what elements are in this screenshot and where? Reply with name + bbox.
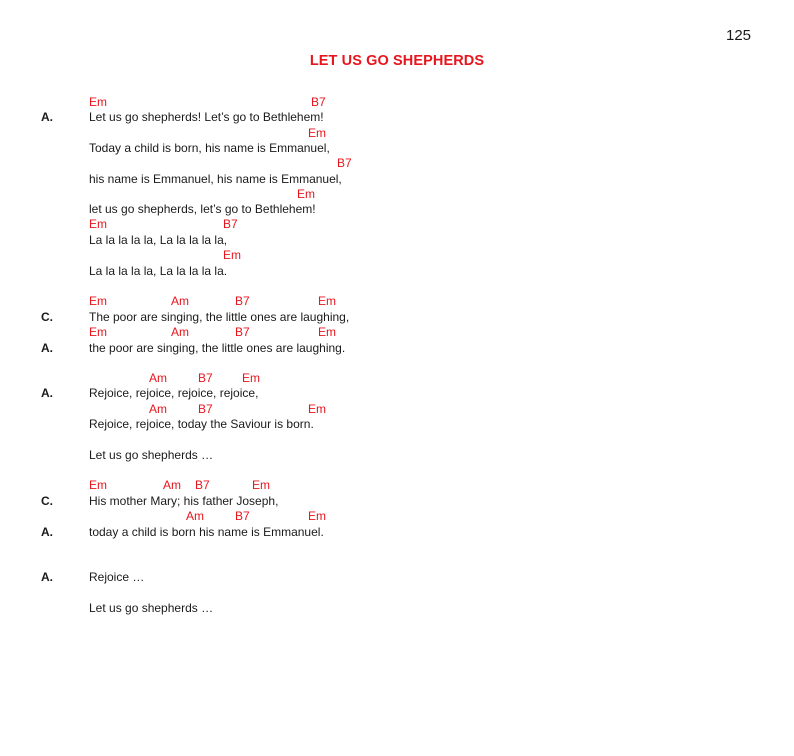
chord: Am — [171, 294, 189, 308]
chord: B7 — [198, 371, 213, 385]
part-label: A. — [41, 570, 53, 584]
part-label: A. — [41, 386, 53, 400]
chord: Em — [89, 325, 107, 339]
chord: B7 — [235, 325, 250, 339]
lyric-text: His mother Mary; his father Joseph, — [89, 494, 279, 508]
lyric-text: Rejoice, rejoice, rejoice, rejoice, — [89, 386, 259, 400]
chord: Em — [252, 478, 270, 492]
chord: Am — [171, 325, 189, 339]
part-label: C. — [41, 310, 53, 324]
chord: Em — [223, 248, 241, 262]
chord: Am — [186, 509, 204, 523]
chord: Em — [308, 402, 326, 416]
part-label: A. — [41, 110, 53, 124]
chord: Em — [242, 371, 260, 385]
chord: Em — [297, 187, 315, 201]
lyric-text: La la la la la, La la la la la, — [89, 233, 228, 247]
chord: Em — [89, 478, 107, 492]
lyric-text: Let us go shepherds! Let’s go to Bethlehem! — [89, 110, 324, 124]
page-number: 125 — [726, 27, 752, 44]
chord: Em — [308, 126, 326, 140]
chord: Am — [149, 402, 167, 416]
chord: Em — [318, 325, 336, 339]
lyric-text: his name is Emmanuel, his name is Emmanuel, — [89, 172, 342, 186]
lyric-text: let us go shepherds, let’s go to Bethlehem! — [89, 202, 316, 216]
chord: Am — [163, 478, 181, 492]
chord: B7 — [198, 402, 213, 416]
chord: Em — [89, 95, 107, 109]
lyric-text: La la la la la, La la la la la. — [89, 264, 228, 278]
chord: Em — [89, 217, 107, 231]
chord: Em — [318, 294, 336, 308]
lyric-text: The poor are singing, the little ones are laughing, — [89, 310, 350, 324]
chord: B7 — [337, 156, 352, 170]
lyric-text: Let us go shepherds … — [89, 448, 214, 462]
lyric-text: Let us go shepherds … — [89, 601, 214, 615]
lyric-text: today a child is born his name is Emmanuel. — [89, 525, 324, 539]
chord: B7 — [235, 294, 250, 308]
song-title: LET US GO SHEPHERDS — [309, 53, 485, 69]
lyric-text: Rejoice … — [89, 570, 145, 584]
chord: Em — [308, 509, 326, 523]
chord: Em — [89, 294, 107, 308]
part-label: A. — [41, 525, 53, 539]
chord: B7 — [223, 217, 238, 231]
chord: B7 — [235, 509, 250, 523]
chord: Am — [149, 371, 167, 385]
part-label: C. — [41, 494, 53, 508]
chord: B7 — [311, 95, 326, 109]
chord: B7 — [195, 478, 210, 492]
lyric-text: Today a child is born, his name is Emmanuel, — [89, 141, 330, 155]
lyric-text: Rejoice, rejoice, today the Saviour is born. — [89, 417, 314, 431]
lyric-text: the poor are singing, the little ones are laughing. — [89, 341, 346, 355]
part-label: A. — [41, 341, 53, 355]
